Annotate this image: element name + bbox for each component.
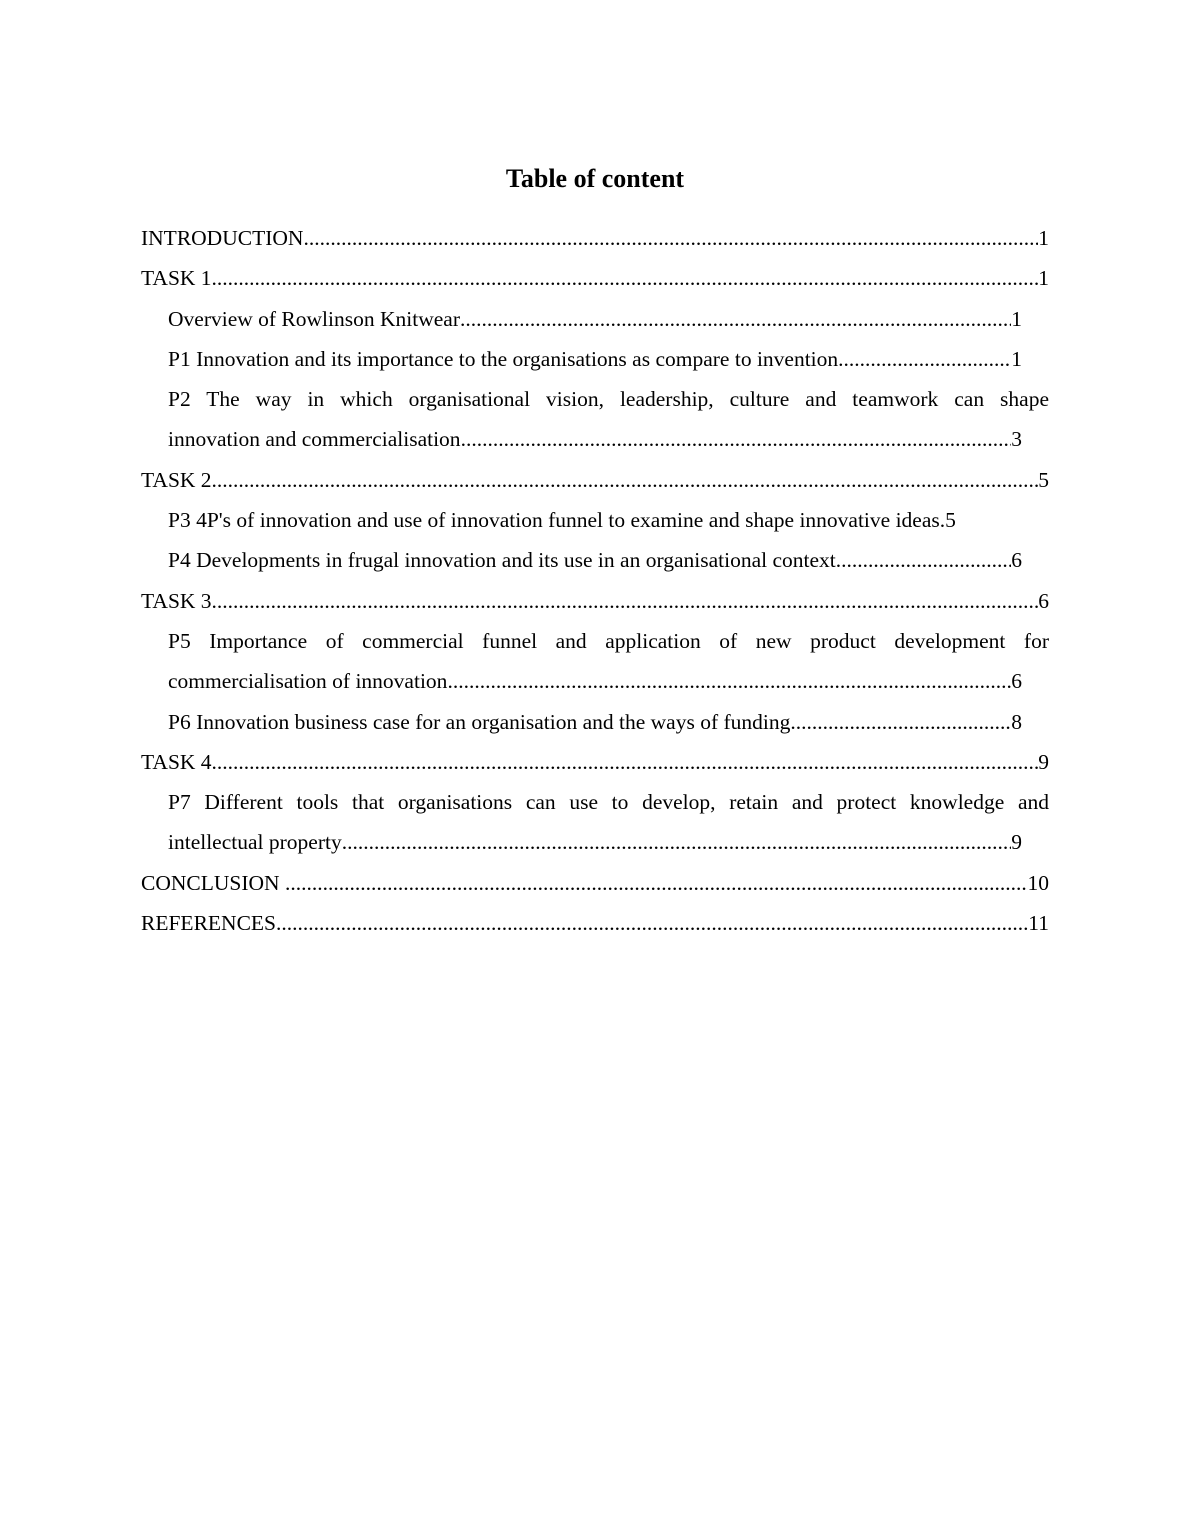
toc-entry-p7[interactable] [168, 782, 1049, 863]
toc-entry-p2[interactable] [168, 379, 1049, 460]
dot-leader [303, 218, 1038, 258]
dot-leader [212, 742, 1039, 782]
toc-entry-introduction[interactable] [141, 218, 1049, 258]
toc-entry-p5[interactable] [168, 621, 1049, 702]
toc-entry-text-line-1: P7 Different tools that organisations can use to develop, retain and protect knowledge and [168, 790, 1049, 815]
toc-entry-text: CONCLUSION [141, 870, 285, 895]
dot-leader [276, 903, 1028, 943]
toc-page-number: 1 [1011, 306, 1022, 331]
dot-leader [461, 419, 1012, 459]
toc-entry-text-line-2: commercialisation of innovation [168, 669, 448, 694]
toc-page-number: 1 [1011, 346, 1022, 371]
toc-entry-text-line-2: intellectual property [168, 830, 342, 855]
dot-leader [212, 258, 1039, 298]
dot-leader [447, 661, 1011, 701]
toc-page-number: 9 [1038, 749, 1049, 774]
toc-page-number: 8 [1011, 709, 1022, 734]
toc-page-number: 1 [1038, 226, 1049, 250]
toc-entry-overview[interactable] [168, 299, 1022, 339]
toc-entry-task-2[interactable] [141, 460, 1049, 500]
toc-page-number: 11 [1028, 911, 1049, 936]
toc-page-number: 3 [1011, 427, 1022, 452]
dot-leader [460, 299, 1011, 339]
toc-entry-task-1[interactable] [141, 258, 1049, 298]
table-of-contents [141, 218, 1049, 943]
toc-entry-line-2 [168, 661, 1022, 701]
toc-page-number: 5 [945, 508, 956, 533]
toc-entry-text: TASK 3 [141, 588, 212, 613]
dot-leader [790, 702, 1011, 742]
toc-entry-text: P4 Developments in frugal innovation and its use in an organisational context [168, 548, 836, 573]
toc-entry-text: TASK 4 [141, 749, 212, 774]
toc-entry-text: P6 Innovation business case for an organisation and the ways of funding [168, 709, 791, 734]
dot-leader [836, 540, 1011, 580]
toc-entry-conclusion[interactable] [141, 863, 1049, 903]
toc-entry-text: Overview of Rowlinson Knitwear [168, 306, 460, 331]
toc-entry-text: P3 4P's of innovation and use of innovation funnel to examine and shape innovative ideas. [168, 508, 946, 533]
toc-entry-p4[interactable] [168, 540, 1022, 580]
toc-entry-text-line-1: P5 Importance of commercial funnel and application of new product development for [168, 628, 1049, 653]
dot-leader [838, 339, 1011, 379]
toc-page-number: 1 [1038, 266, 1049, 291]
toc-entry-text: P1 Innovation and its importance to the organisations as compare to invention [168, 346, 839, 371]
toc-entry-text: INTRODUCTION [141, 226, 304, 250]
toc-entry-references[interactable] [141, 903, 1049, 943]
toc-page-number: 6 [1011, 669, 1022, 694]
toc-entry-text: REFERENCES [141, 911, 276, 936]
toc-entry-p6[interactable] [168, 702, 1022, 742]
toc-entry-text: TASK 1 [141, 266, 212, 291]
dot-leader [285, 863, 1028, 903]
toc-page-number: 5 [1038, 467, 1049, 492]
toc-entry-p1[interactable] [168, 339, 1022, 379]
dot-leader [212, 581, 1039, 621]
toc-page-number: 6 [1011, 548, 1022, 573]
toc-entry-task-4[interactable] [141, 742, 1049, 782]
toc-entry-text-line-1: P2 The way in which organisational vision, leadership, culture and teamwork can shape [168, 387, 1049, 412]
toc-entry-task-3[interactable] [141, 581, 1049, 621]
dot-leader [212, 460, 1039, 500]
toc-entry-text-line-2: innovation and commercialisation [168, 427, 461, 452]
toc-entry-text: TASK 2 [141, 467, 212, 492]
toc-page-number: 9 [1011, 830, 1022, 855]
toc-entry-line-2 [168, 419, 1022, 459]
toc-entry-line-2 [168, 822, 1022, 862]
toc-page-number: 10 [1027, 870, 1049, 895]
toc-page-number: 6 [1038, 588, 1049, 613]
page-title: Table of content [505, 164, 685, 193]
toc-entry-p3[interactable] [168, 500, 1049, 540]
dot-leader [342, 822, 1012, 862]
